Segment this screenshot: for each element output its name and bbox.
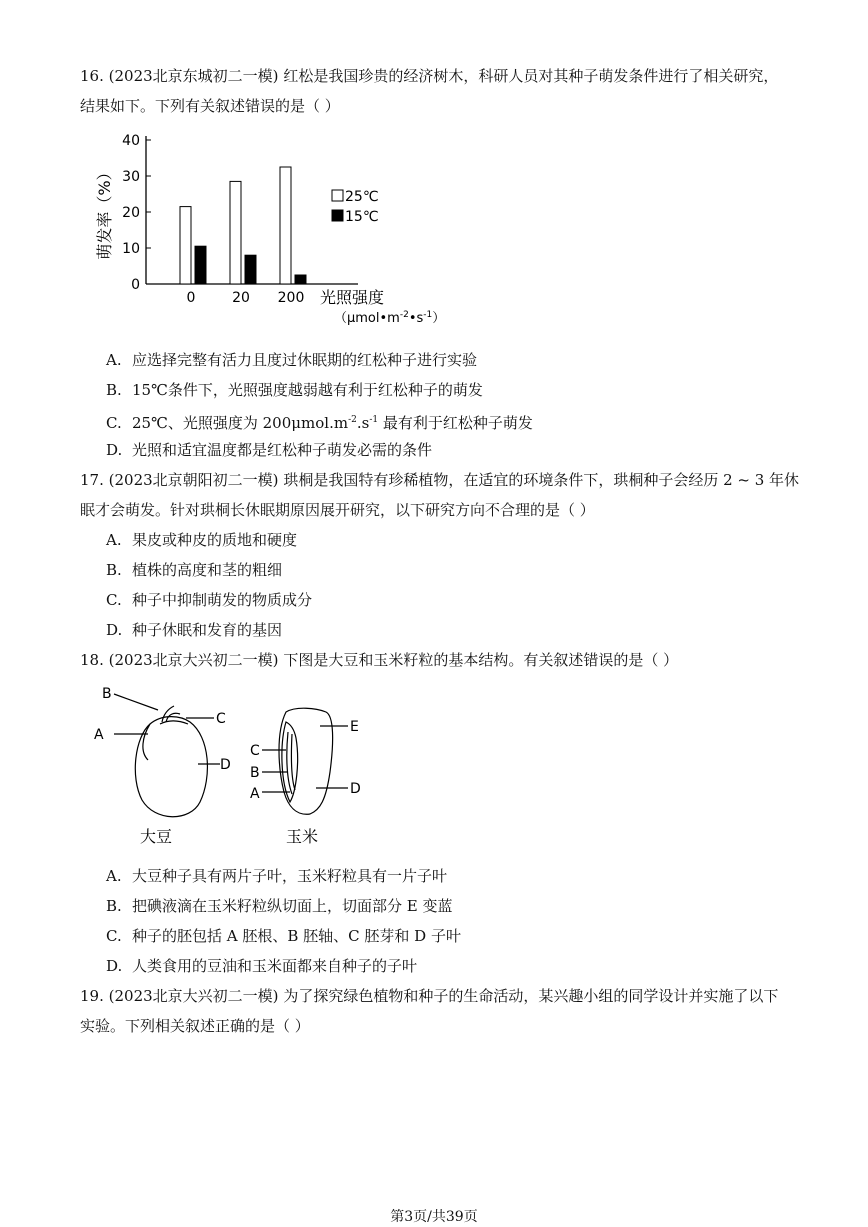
q18-option-b: B. 把碘液滴在玉米籽粒纵切面上，切面部分 E 变蓝 xyxy=(106,897,453,915)
soy-leader-b xyxy=(114,694,158,710)
y-tick-label: 20 xyxy=(122,205,140,221)
bar-15c-0 xyxy=(195,246,206,284)
corn-label-e: E xyxy=(350,719,359,735)
soy-label-d: D xyxy=(220,757,231,773)
y-tick-label: 0 xyxy=(131,277,140,293)
q18-stem: 下图是大豆和玉米籽粒的基本结构。有关叙述错误的是（ ） xyxy=(283,651,679,669)
q16-option-c: C. 25℃、光照强度为 $200\mu mol.m^{-2}.s^{-1}$ 最有利于红松种子萌发 xyxy=(106,414,533,432)
corn-figure xyxy=(262,708,348,814)
q16-option-b: B. 15℃条件下，光照强度越弱越有利于红松种子的萌发 xyxy=(106,381,483,399)
corn-caption: 玉米 xyxy=(286,827,319,846)
q19-stem: 为了探究绿色植物和种子的生命活动，某兴趣小组的同学设计并实施了以下 xyxy=(283,987,779,1005)
legend-swatch-1 xyxy=(332,210,343,221)
corn-embryo-lines xyxy=(287,732,295,794)
q18-stem-line1 xyxy=(80,650,678,670)
bar-25c-200 xyxy=(280,167,291,284)
corn-label-a: A xyxy=(250,786,260,802)
bar-15c-200 xyxy=(295,275,306,284)
q18-option-a: A. 大豆种子具有两片子叶，玉米籽粒具有一片子叶 xyxy=(106,867,448,885)
legend-label-0: 25℃ xyxy=(345,189,379,205)
x-tick-label: 0 xyxy=(186,290,196,306)
soy-label-a: A xyxy=(94,727,104,743)
q16-stem: 红松是我国珍贵的经济树木，科研人员对其种子萌发条件进行了相关研究， xyxy=(283,67,779,85)
x-axis-label: 光照强度 xyxy=(320,288,385,307)
q16-stem-line1 xyxy=(80,66,778,86)
q17-option-b: B. 植株的高度和茎的粗细 xyxy=(106,561,283,579)
soybean-cotyledon-edge xyxy=(160,721,188,724)
q16-option-a: A. 应选择完整有活力且度过休眠期的红松种子进行实验 xyxy=(106,351,478,369)
q19-source: (2023北京大兴初二一模) xyxy=(108,987,279,1005)
q17-stem-line1 xyxy=(80,470,799,490)
q18-number: 18. xyxy=(80,651,104,669)
y-tick-label: 10 xyxy=(122,241,140,257)
bar-15c-20 xyxy=(245,255,256,284)
legend-swatch-0 xyxy=(332,190,343,201)
q18-seed-diagram xyxy=(90,682,380,852)
x-tick-label: 200 xyxy=(277,290,305,306)
corn-label-b: B xyxy=(250,765,260,781)
bar-25c-0 xyxy=(180,207,191,284)
y-tick-label: 40 xyxy=(122,133,140,149)
q17-number: 17. xyxy=(80,471,104,489)
legend-label-1: 15℃ xyxy=(345,209,379,225)
soybean-plumule xyxy=(162,706,180,722)
q17-stem-line2: 眠才会萌发。针对珙桐长休眠期原因展开研究，以下研究方向不合理的是（ ） xyxy=(80,501,595,519)
corn-embryo xyxy=(282,722,298,802)
page-footer: 第3页/共39页 xyxy=(390,1209,478,1225)
q18-option-c: C. 种子的胚包括 A 胚根、B 胚轴、C 胚芽和 D 子叶 xyxy=(106,927,461,945)
q16-option-d: D. 光照和适宜温度都是红松种子萌发必需的条件 xyxy=(106,441,433,459)
x-axis-unit: $(\mu mol•m^{-2}•s^{-1})$ xyxy=(334,310,446,326)
q16-number: 16. xyxy=(80,67,104,85)
soybean-embryo xyxy=(143,724,150,760)
bar-25c-20 xyxy=(230,181,241,284)
q17-option-c: C. 种子中抑制萌发的物质成分 xyxy=(106,591,313,609)
q17-option-d: D. 种子休眠和发育的基因 xyxy=(106,621,283,639)
x-tick-label: 20 xyxy=(232,290,250,306)
q17-stem: 珙桐是我国特有珍稀植物，在适宜的环境条件下，珙桐种子会经历 2 ~ 3 年休 xyxy=(283,471,800,489)
corn-label-d: D xyxy=(350,781,361,797)
q18-source: (2023北京大兴初二一模) xyxy=(108,651,279,669)
q17-source: (2023北京朝阳初二一模) xyxy=(108,471,279,489)
soy-caption: 大豆 xyxy=(140,827,173,846)
q18-option-d: D. 人类食用的豆油和玉米面都来自种子的子叶 xyxy=(106,957,418,975)
q16-bar-chart xyxy=(88,128,448,334)
corn-label-c: C xyxy=(250,743,260,759)
q19-stem-line1 xyxy=(80,986,778,1006)
soy-label-c: C xyxy=(216,711,226,727)
q19-number: 19. xyxy=(80,987,104,1005)
q16-source: (2023北京东城初二一模) xyxy=(108,67,279,85)
soybean-figure xyxy=(114,694,220,817)
y-axis-label: 萌发率（%） xyxy=(95,164,114,260)
y-tick-label: 30 xyxy=(122,169,140,185)
q16-stem-line2: 结果如下。下列有关叙述错误的是（ ） xyxy=(80,97,340,115)
soy-label-b: B xyxy=(102,686,112,702)
q17-option-a: A. 果皮或种皮的质地和硬度 xyxy=(106,531,298,549)
q19-stem-line2: 实验。下列相关叙述正确的是（ ） xyxy=(80,1017,310,1035)
